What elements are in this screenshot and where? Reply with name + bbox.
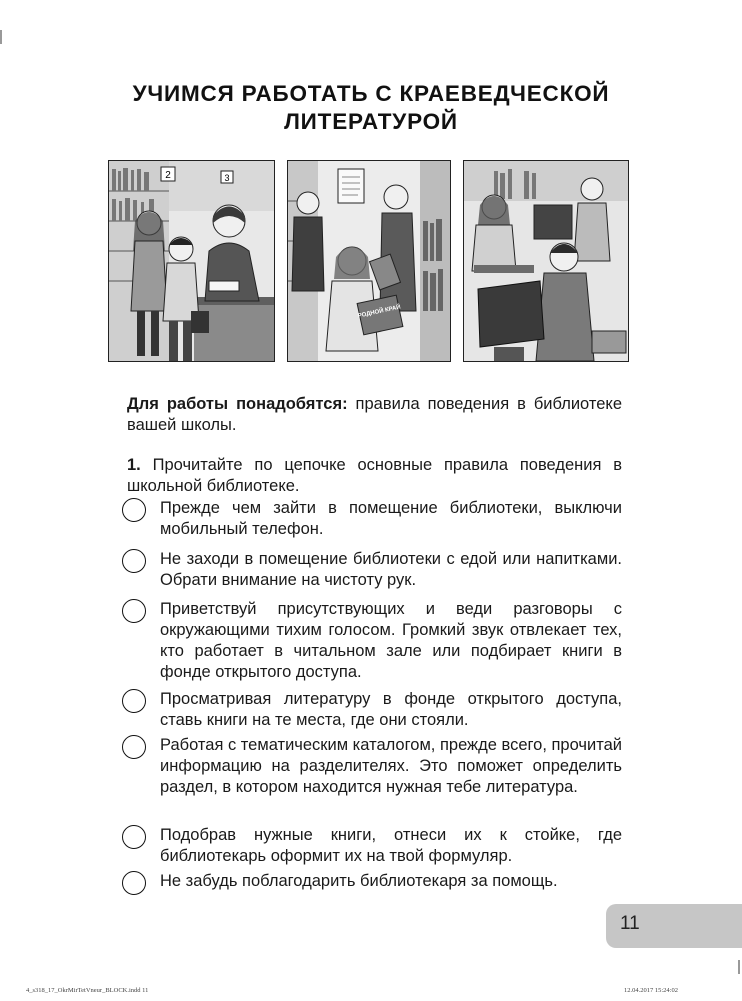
rule-text: Прежде чем зайти в помещение библиотеки, выключи мобильный телефон.	[160, 499, 622, 538]
librarian-scene-drawing	[109, 161, 274, 361]
illustration-panel-librarian	[108, 160, 275, 362]
task-paragraph	[127, 455, 622, 497]
materials-text: правила поведения в библиотеке вашей школы.	[127, 395, 622, 434]
materials-paragraph	[127, 394, 622, 436]
rule-text: Приветствуй присутствующих и веди разговоры с окружающими тихим голосом. Громкий звук отвлекает тех, кто работает в читальном зале или подбирает книги в фонде открытого доступа.	[160, 600, 622, 681]
rule-text: Не заходи в помещение библиотеки с едой или напитками. Обрати внимание на чистоту рук.	[160, 550, 622, 589]
shelf-sign-3: 3	[224, 173, 230, 183]
footer-file-info: 4_s318_17_OkrMirTetVneur_BLOCK.indd 11	[26, 987, 149, 994]
illustration-panel-computers	[463, 160, 629, 362]
illustration-panel-reading-girl	[287, 160, 451, 362]
rule-text: Просматривая литературу в фонде открытого доступа, ставь книги на те места, где они стояли.	[160, 690, 622, 729]
footer-date-info: 12.04.2017 15:24:02	[624, 987, 678, 994]
materials-label: Для работы понадобятся:	[127, 395, 348, 413]
reading-girl-drawing	[288, 161, 450, 361]
title-line-1: УЧИМСЯ РАБОТАТЬ С КРАЕВЕДЧЕСКОЙ	[132, 81, 610, 106]
page-number: 11	[620, 913, 640, 934]
checkbox-circle[interactable]	[122, 689, 146, 713]
trim-mark-bottom-right	[738, 960, 740, 974]
task-text: Прочитайте по цепочке основные правила поведения в школьной библиотеке.	[127, 456, 622, 495]
rule-text: Работая с тематическим каталогом, прежде всего, прочитай информацию на разделителях. Это поможет определить раздел, в котором находится нужная тебе литература.	[160, 736, 622, 796]
page-title	[0, 80, 742, 136]
book-title: РОДНОЙ КРАЙ	[357, 304, 402, 320]
checkbox-circle[interactable]	[122, 498, 146, 522]
computers-scene-drawing	[464, 161, 628, 361]
rule-text: Подобрав нужные книги, отнеси их к стойке, где библиотекарь оформит их на твой формуляр.	[160, 826, 622, 865]
checkbox-circle[interactable]	[122, 825, 146, 849]
trim-mark-top-left	[0, 30, 2, 44]
checkbox-circle[interactable]	[122, 599, 146, 623]
title-line-2: ЛИТЕРАТУРОЙ	[284, 109, 458, 134]
checkbox-circle[interactable]	[122, 735, 146, 759]
task-number: 1.	[127, 456, 141, 474]
checkbox-circle[interactable]	[122, 871, 146, 895]
checkbox-circle[interactable]	[122, 549, 146, 573]
rule-text: Не забудь поблагодарить библиотекаря за помощь.	[160, 872, 558, 890]
shelf-sign-2: 2	[165, 170, 171, 181]
